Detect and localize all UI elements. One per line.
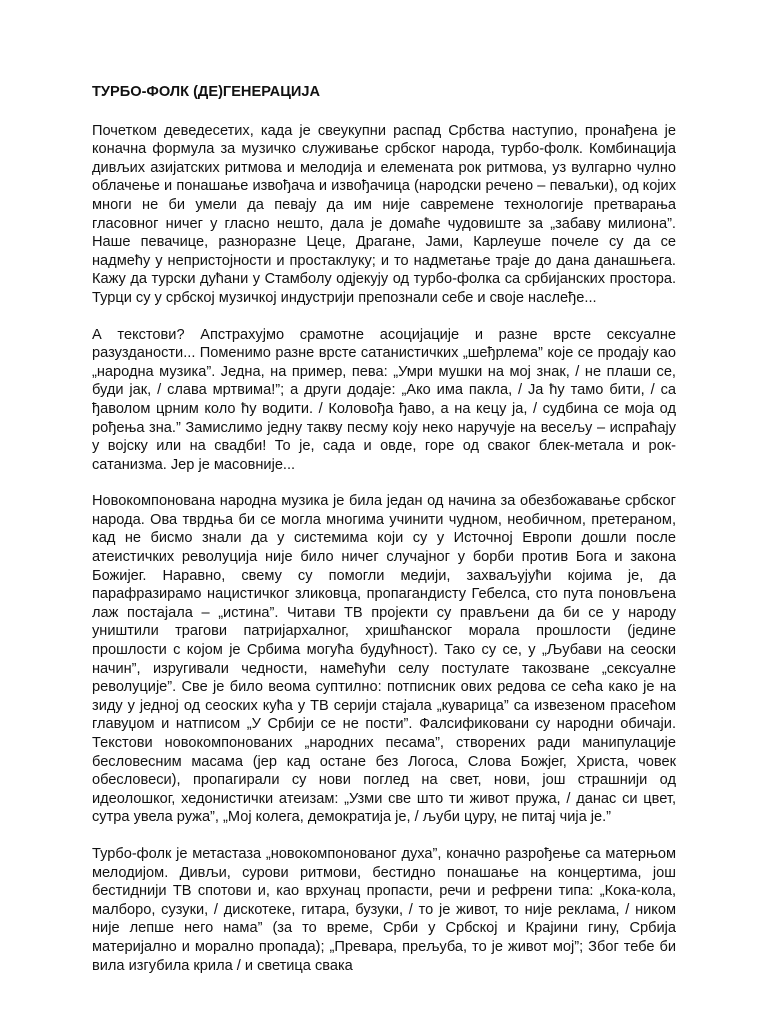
paragraph: Новокомпонована народна музика је била један од начина за обезбожавање србског народа. Ова тврдња би се могла многима учинити чудном, необичном, претераном, кад не бисмо знали да у системима који су у Источној Европи дошли после атеистичких револуција није било ничег случајног у борби против Бога и закона Божијег. Наравно, свему су помогли медији, захваљујући којима је, да парафразирамо нацистичког зликовца, пропагандисту Гебелса, сто пута поновљена лаж постајала – „истина”. Читави ТВ пројекти су прављени да би се у народу уништили трагови патријархалног, хришћанског морала прошлости (једине прошлости с којом је Србима могућа будућност). Тако су се, у „Љубави на сеоски начин”, изругивали чедности, намећући селу постулате такозване „сексуалне револуције”. Све је било веома суптилно: потписник ових редова се сећа како је на зиду у једној од сеоских кућа у ТВ серији стајала „куварица” са извезеном прасећом главуџом и натписом „У Србији се не пости”. Фалсификовани су народни обичаји. Текстови новокомпонованих „народних песама”, створених ради манипулације бесловесним масама (јер кад остане без Логоса, Слова Божјег, Христа, човек обесловеси), пропагирали су нови поглед на свет, нови, још страшнији од идеолошког, хедонистички атеизам: „Узми све што ти живот пружа, / данас си цвет, сутра увела ружа”, „Мој колега, демократија је, / љуби цуру, не питај чија је.” (92, 493, 676, 826)
paragraph: Турбо-фолк је метастаза „новокомпонованог духа”, коначно разрођење са матерњом мелодијом. Дивљи, сурови ритмови, бестидно понашање на концертима, још бестиднији ТВ спотови и, као врхунац пропасти, речи и рефрени типа: „Кока-кола, малборо, сузуки, / дискотеке, гитара, бузуки, / то је живот, то није реклама, / ником није лепше него нама” (за то време, Срби у Србској и Крајини гину, Србија материјално и морално пропада); „Превара, прељуба, то је живот мој”; Због тебе би вила изгубила крила / и светица свака (92, 845, 676, 974)
paragraph: Почетком деведесетих, када је свеукупни распад Србства наступио, пронађена је коначна формула за музичко служивање србског народа, турбо-фолк. Комбинација дивљих азијатских ритмова и мелодија и елемената рок ритмова, уз вулгарно чулно облачење и понашање извођача и извођачица (народски речено – певаљки), од којих многи не би умели да певају да им није савремене технологије претварања гласовног ничег у гласно нешто, дала је домаће чудовиште за „забаву милиона”. Наше певачице, разноразне Цеце, Драгане, Јами, Карлеуше почеле су да се надмећу у непристојности и простаклуку; и то надметање траје до дана данашњега. Кажу да турски дућани у Стамболу одјекују од турбо-фолка са србијанских простора. Турци су у србској музичкој индустрији препознали себе и своје наслеђе... (92, 122, 676, 306)
document-title: ТУРБО-ФОЛК (ДЕ)ГЕНЕРАЦИЈА (92, 84, 320, 100)
document-body (92, 83, 676, 993)
paragraph: А текстови? Апстрахујмо срамотне асоцијације и разне врсте сексуалне разузданости... Поменимо разне врсте сатанистичких „шеђрлема” које се продају као „народна музика”. Једна, на пример, пева: „Умри мушки на мој знак, / не плаши се, буди јак, / слава мртвима!”; а други додаје: „Ако има пакла, / Ја ћу тамо бити, / са ђаволом црним коло ћу водити. / Коловођа ђаво, а на кецу ја, / судбина се моја од рођења зна.” Замислимо једну такву песму коју неко наручује на весељу – испраћају у војску или на свадби! То је, сада и овде, горе од сваког блек-метала и рок-сатанизма. Јер је масовније... (92, 326, 676, 473)
